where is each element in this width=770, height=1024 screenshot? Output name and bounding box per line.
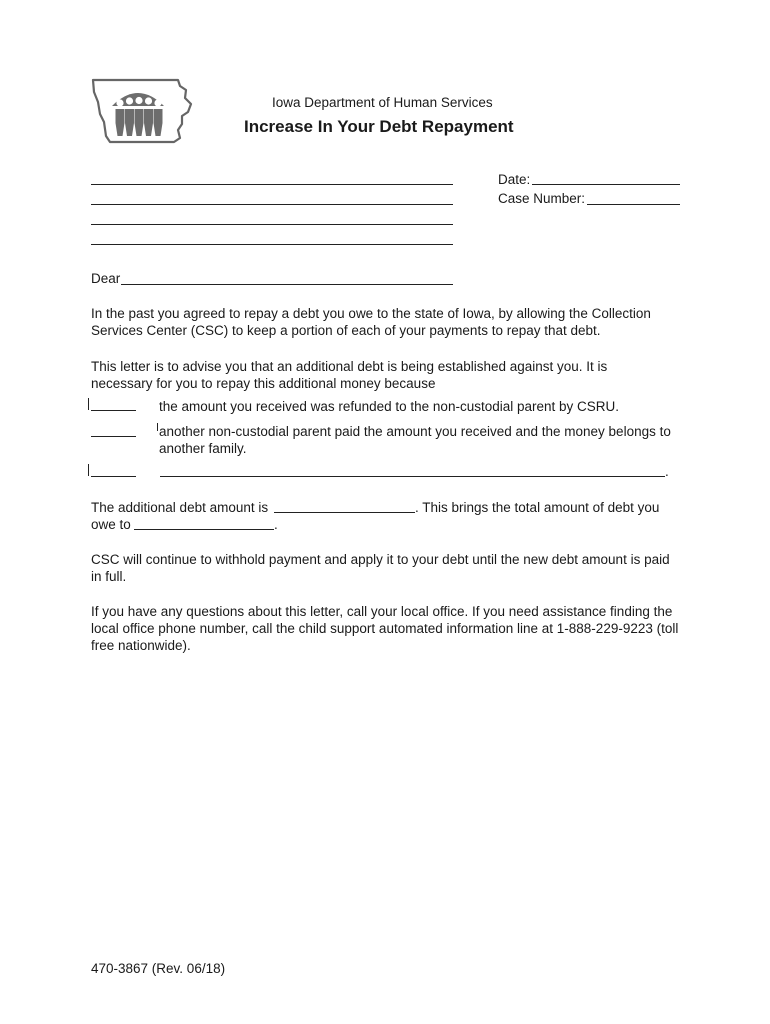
recipient-name-field[interactable]	[121, 284, 453, 285]
reason-other-field[interactable]	[160, 476, 665, 477]
owe-to-label: owe to	[91, 517, 131, 532]
owe-to-period: .	[274, 517, 278, 532]
debt-total-text: . This brings the total amount of debt you	[415, 500, 660, 515]
case-number-field[interactable]	[587, 204, 680, 205]
total-debt-field[interactable]	[134, 529, 274, 530]
debt-amount-label: The additional debt amount is	[91, 500, 269, 515]
salutation: Dear	[91, 271, 121, 286]
reason-checkbox-line[interactable]	[91, 436, 136, 437]
reason-checkbox-line[interactable]	[91, 476, 136, 477]
debt-amount-field[interactable]	[274, 512, 415, 513]
agency-name: Iowa Department of Human Services	[272, 95, 493, 110]
paragraph-withhold: CSC will continue to withhold payment and apply it to your debt until the new debt amount is paid in full.	[91, 552, 670, 584]
iowa-dhs-logo	[90, 78, 194, 144]
paragraph-agreement: In the past you agreed to repay a debt you owe to the state of Iowa, by allowing the Collection Services Center (CSC) to keep a portion of each of your payments to repay that debt.	[91, 306, 651, 338]
address-line[interactable]	[91, 204, 453, 205]
address-line[interactable]	[91, 244, 453, 245]
letter-title: Increase In Your Debt Repayment	[244, 117, 514, 136]
case-number-label: Case Number:	[498, 191, 586, 206]
cursor-mark-icon	[88, 464, 90, 476]
reason-refunded: the amount you received was refunded to the non-custodial parent by CSRU.	[159, 399, 620, 414]
date-label: Date:	[498, 172, 531, 187]
form-number: 470-3867 (Rev. 06/18)	[91, 961, 226, 976]
paragraph-questions: If you have any questions about this letter, call your local office. If you need assistance finding the local office phone number, call the child support automated information line at 1-888-229-9223 (toll free nationwide).	[91, 604, 679, 653]
date-field[interactable]	[532, 184, 680, 185]
reason-checkbox-line[interactable]	[91, 410, 136, 411]
address-line[interactable]	[91, 184, 453, 185]
reason-other-period: .	[665, 464, 669, 479]
cursor-mark-icon	[88, 398, 90, 410]
address-line[interactable]	[91, 224, 453, 225]
reason-other-parent: another non-custodial parent paid the amount you received and the money belongs to another family.	[159, 424, 671, 456]
paragraph-advise: This letter is to advise you that an additional debt is being established against you. It is necessary for you to repay this additional money because	[91, 359, 608, 391]
